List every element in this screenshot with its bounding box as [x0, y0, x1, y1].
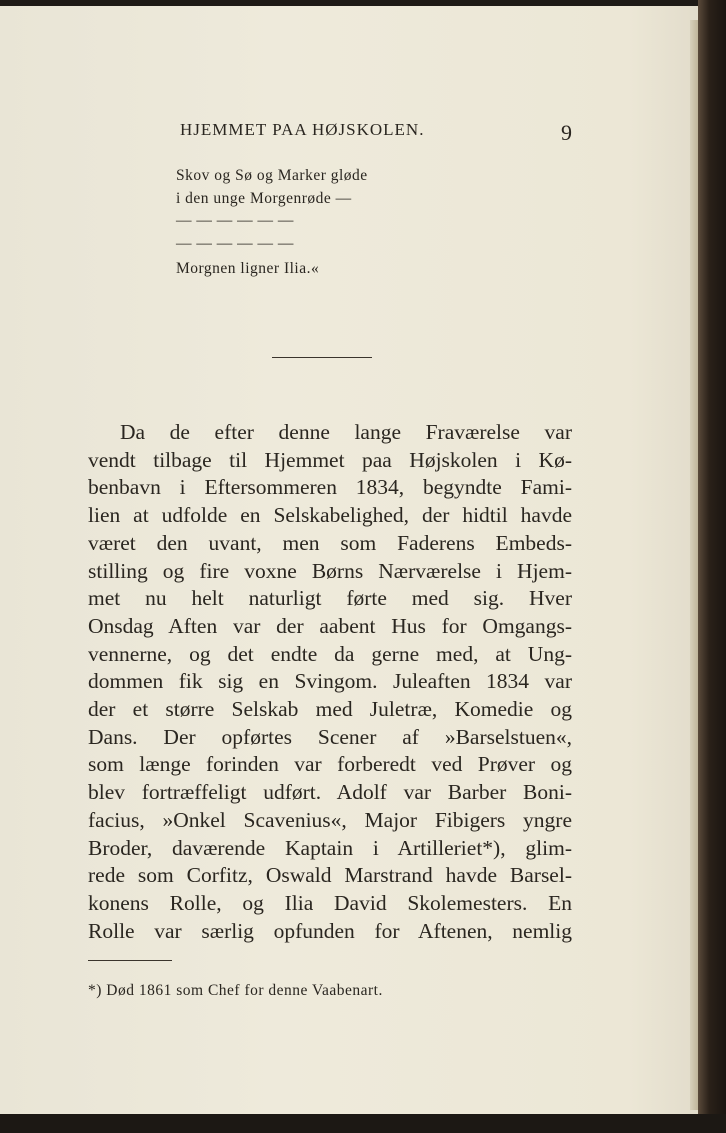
- body-line: lien at udfolde en Selskabelighed, der hidtil havde: [88, 503, 572, 528]
- running-title: HJEMMET PAA HØJSKOLEN.: [180, 120, 425, 139]
- book-binding: [698, 0, 726, 1133]
- body-line: vennerne, og det endte da gerne med, at Ung-: [88, 641, 572, 666]
- body-line: benbavn i Eftersommeren 1834, begyndte Fami-: [88, 475, 572, 500]
- poem-line: Morgnen ligner Ilia.«: [176, 260, 320, 277]
- body-line: rede som Corfitz, Oswald Marstrand havde Barsel-: [88, 863, 572, 888]
- footnote-rule: [88, 960, 172, 961]
- body-line: der et større Selskab med Juletræ, Komedie og: [88, 697, 572, 721]
- poem-line: i den unge Morgenrøde —: [176, 190, 352, 207]
- body-line: Dans. Der opførtes Scener af »Barselstuen«,: [88, 724, 572, 749]
- body-line: Da de efter denne lange Fraværelse var: [120, 420, 572, 444]
- body-line: stilling og fire voxne Børns Nærværelse i Hjem-: [88, 558, 572, 583]
- page-edge: [690, 20, 698, 1110]
- poem-ellipsis-line: — — — — — —: [176, 212, 294, 229]
- page-number: 9: [561, 120, 572, 145]
- body-line: Broder, daværende Kaptain i Artilleriet*), glim-: [88, 835, 572, 860]
- body-line: Onsdag Aften var der aabent Hus for Omgangs-: [88, 613, 572, 638]
- body-line: vendt tilbage til Hjemmet paa Højskolen i Kø-: [88, 447, 572, 472]
- body-line: som længe forinden var forberedt ved Prøver og: [88, 752, 572, 777]
- poem-ellipsis-line: — — — — — —: [176, 235, 294, 252]
- body-line: været den uvant, men som Faderens Embeds-: [88, 530, 572, 555]
- body-line: konens Rolle, og Ilia David Skolemesters. En: [88, 890, 572, 915]
- section-divider: [272, 357, 372, 358]
- body-line: Rolle var særlig opfunden for Aftenen, nemlig: [88, 918, 572, 943]
- book-page: [0, 6, 698, 1114]
- body-line: dommen fik sig en Svingom. Juleaften 1834 var: [88, 669, 572, 694]
- body-line: met nu helt naturligt førte med sig. Hver: [88, 586, 572, 611]
- body-line: facius, »Onkel Scavenius«, Major Fibigers yngre: [88, 807, 572, 832]
- poem-line: Skov og Sø og Marker gløde: [176, 167, 368, 184]
- scan-border: [0, 1114, 726, 1133]
- footnote: *) Død 1861 som Chef for denne Vaabenart.: [88, 982, 383, 999]
- body-line: blev fortræffeligt udført. Adolf var Barber Boni-: [88, 780, 572, 805]
